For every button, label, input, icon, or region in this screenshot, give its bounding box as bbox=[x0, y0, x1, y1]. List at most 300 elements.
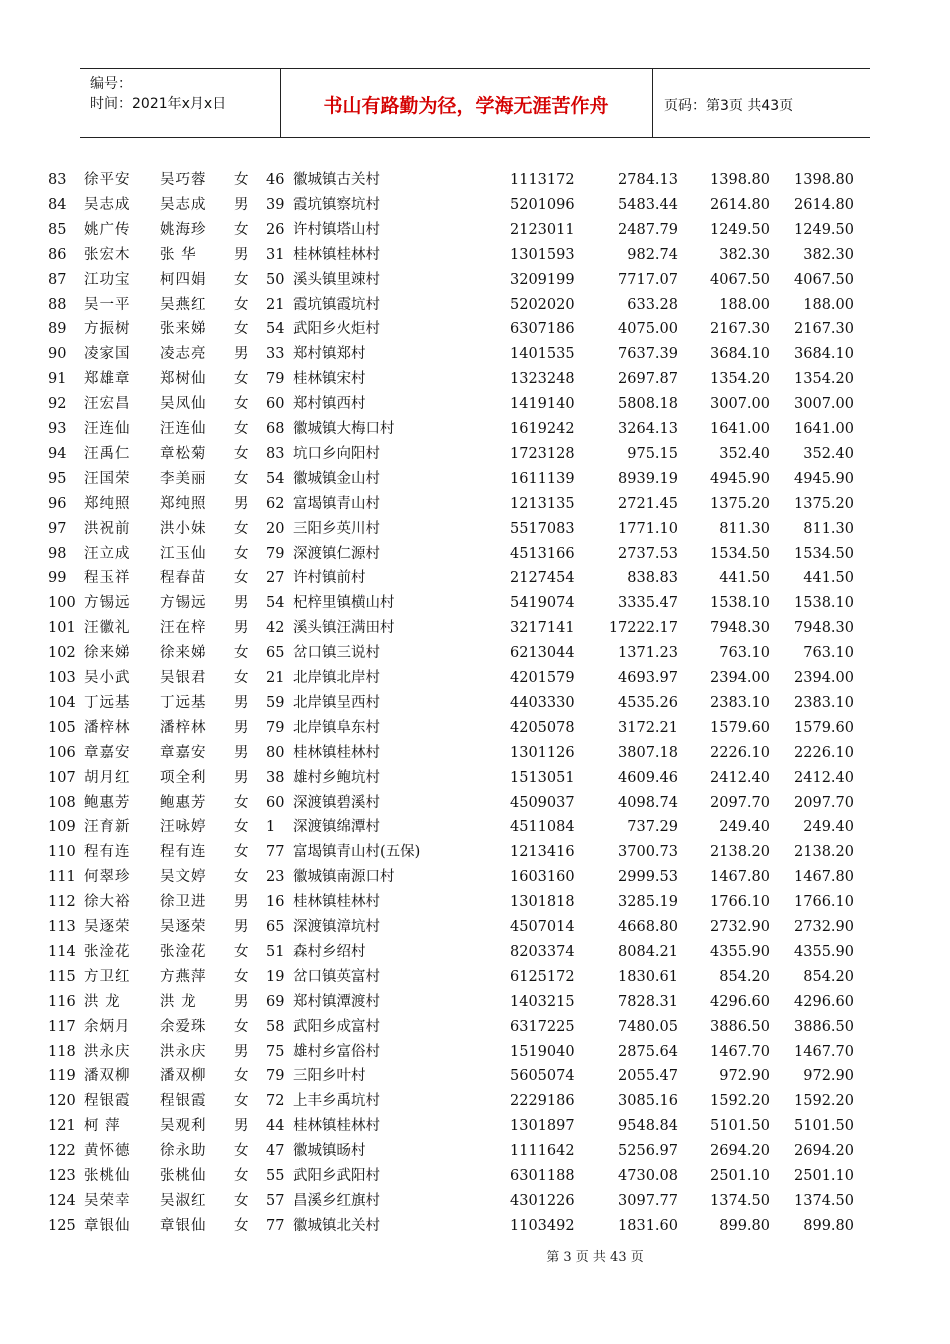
cell-age: 72 bbox=[266, 1093, 285, 1110]
cell-amount-2: 854.20 bbox=[719, 968, 770, 985]
cell-amount-3: 352.40 bbox=[803, 445, 854, 462]
cell-amount-1: 2487.79 bbox=[618, 221, 678, 238]
cell-agent-name: 鲍惠芳 bbox=[160, 794, 207, 811]
cell-amount-3: 2694.20 bbox=[794, 1143, 854, 1160]
cell-amount-3: 3684.10 bbox=[794, 346, 854, 363]
cell-sex: 女 bbox=[234, 545, 249, 562]
cell-amount-1: 982.74 bbox=[627, 246, 678, 263]
cell-amount-2: 1467.80 bbox=[710, 869, 770, 886]
cell-address: 雄村乡富俗村 bbox=[293, 1043, 380, 1060]
cell-sex: 男 bbox=[234, 1043, 249, 1060]
cell-amount-3: 7948.30 bbox=[794, 620, 854, 637]
cell-sex: 男 bbox=[234, 620, 249, 637]
cell-record-id: 1301818 bbox=[510, 894, 575, 911]
cell-amount-3: 2226.10 bbox=[794, 744, 854, 761]
cell-amount-1: 5483.44 bbox=[618, 196, 678, 213]
cell-age: 21 bbox=[266, 670, 285, 686]
cell-amount-3: 1766.10 bbox=[794, 894, 854, 911]
cell-sex: 男 bbox=[234, 495, 249, 512]
cell-amount-3: 854.20 bbox=[803, 968, 854, 985]
cell-household-name: 姚广传 bbox=[84, 221, 131, 238]
cell-record-id: 5201096 bbox=[510, 196, 575, 213]
cell-age: 39 bbox=[266, 196, 285, 213]
cell-amount-2: 7948.30 bbox=[710, 620, 770, 637]
cell-address: 武阳乡火炬村 bbox=[293, 321, 380, 338]
cell-age: 1 bbox=[266, 819, 276, 836]
cell-address: 武阳乡武阳村 bbox=[293, 1168, 380, 1184]
cell-amount-2: 2383.10 bbox=[710, 694, 770, 711]
cell-row-number: 117 bbox=[48, 1018, 76, 1035]
cell-amount-1: 17222.17 bbox=[608, 620, 678, 637]
cell-sex: 女 bbox=[234, 1192, 249, 1209]
cell-household-name: 何翠珍 bbox=[84, 869, 131, 886]
table-row bbox=[0, 268, 950, 292]
cell-household-name: 吴志成 bbox=[84, 196, 131, 213]
cell-age: 83 bbox=[266, 445, 285, 462]
cell-age: 77 bbox=[266, 1217, 285, 1234]
cell-amount-3: 4296.60 bbox=[794, 993, 854, 1010]
cell-record-id: 6317225 bbox=[510, 1018, 575, 1035]
cell-household-name: 黄怀德 bbox=[84, 1143, 131, 1160]
cell-amount-3: 1467.70 bbox=[794, 1043, 854, 1060]
cell-agent-name: 汪咏婷 bbox=[160, 819, 207, 836]
cell-amount-2: 763.10 bbox=[719, 645, 770, 662]
cell-agent-name: 张 华 bbox=[160, 246, 197, 263]
cell-agent-name: 吴观利 bbox=[160, 1118, 207, 1135]
cell-row-number: 98 bbox=[48, 545, 67, 562]
cell-record-id: 5605074 bbox=[510, 1068, 575, 1085]
cell-address: 霞坑镇霞坑村 bbox=[293, 296, 380, 313]
cell-sex: 女 bbox=[234, 943, 249, 960]
cell-address: 三阳乡英川村 bbox=[293, 520, 380, 537]
cell-amount-2: 5101.50 bbox=[710, 1118, 770, 1135]
cell-amount-1: 5256.97 bbox=[618, 1143, 678, 1160]
cell-address: 许村镇前村 bbox=[293, 570, 366, 587]
cell-amount-2: 1398.80 bbox=[710, 172, 770, 188]
cell-agent-name: 徐卫进 bbox=[160, 894, 207, 911]
cell-age: 65 bbox=[266, 919, 285, 935]
cell-amount-1: 8939.19 bbox=[618, 470, 678, 487]
cell-amount-3: 1467.80 bbox=[794, 869, 854, 886]
cell-household-name: 洪 龙 bbox=[84, 993, 121, 1010]
cell-sex: 男 bbox=[234, 595, 249, 612]
table-row bbox=[0, 616, 950, 640]
cell-amount-1: 2999.53 bbox=[618, 869, 678, 886]
cell-age: 55 bbox=[266, 1168, 285, 1184]
cell-row-number: 88 bbox=[48, 296, 67, 313]
table-row bbox=[0, 367, 950, 391]
cell-record-id: 1513051 bbox=[510, 769, 575, 786]
cell-record-id: 4511084 bbox=[510, 819, 575, 836]
cell-amount-2: 3007.00 bbox=[710, 396, 770, 413]
cell-agent-name: 吴文婷 bbox=[160, 869, 207, 886]
cell-amount-2: 4945.90 bbox=[710, 470, 770, 487]
cell-record-id: 1403215 bbox=[510, 993, 575, 1010]
table-row bbox=[0, 1015, 950, 1039]
cell-amount-3: 2138.20 bbox=[794, 844, 854, 861]
cell-household-name: 郑雄章 bbox=[84, 371, 131, 388]
cell-amount-3: 188.00 bbox=[803, 296, 854, 313]
cell-row-number: 125 bbox=[48, 1217, 76, 1234]
cell-household-name: 胡月红 bbox=[84, 769, 131, 786]
cell-row-number: 103 bbox=[48, 670, 76, 686]
cell-amount-2: 1374.50 bbox=[710, 1192, 770, 1209]
cell-age: 80 bbox=[266, 744, 285, 761]
cell-age: 79 bbox=[266, 371, 285, 388]
cell-sex: 男 bbox=[234, 719, 249, 736]
cell-record-id: 2123011 bbox=[510, 221, 575, 238]
cell-sex: 男 bbox=[234, 769, 249, 786]
cell-household-name: 丁远基 bbox=[84, 694, 131, 711]
cell-amount-3: 1592.20 bbox=[794, 1093, 854, 1110]
cell-record-id: 5517083 bbox=[510, 520, 575, 537]
cell-age: 69 bbox=[266, 993, 285, 1010]
cell-amount-2: 1538.10 bbox=[710, 595, 770, 612]
cell-amount-1: 2721.45 bbox=[618, 495, 678, 512]
cell-address: 北岸镇呈西村 bbox=[293, 694, 380, 711]
cell-sex: 女 bbox=[234, 520, 249, 537]
cell-household-name: 汪禹仁 bbox=[84, 445, 131, 462]
cell-amount-3: 899.80 bbox=[803, 1217, 854, 1234]
cell-household-name: 吴一平 bbox=[84, 296, 131, 313]
cell-address: 北岸镇北岸村 bbox=[293, 670, 380, 686]
table-row bbox=[0, 865, 950, 889]
cell-address: 武阳乡成富村 bbox=[293, 1018, 380, 1035]
cell-sex: 女 bbox=[234, 1093, 249, 1110]
cell-sex: 女 bbox=[234, 844, 249, 861]
cell-record-id: 5202020 bbox=[510, 296, 575, 313]
cell-age: 59 bbox=[266, 694, 285, 711]
cell-record-id: 1519040 bbox=[510, 1043, 575, 1060]
cell-row-number: 122 bbox=[48, 1143, 76, 1160]
cell-household-name: 徐来娣 bbox=[84, 645, 131, 662]
cell-address: 桂林镇桂林村 bbox=[293, 744, 380, 761]
cell-row-number: 99 bbox=[48, 570, 67, 587]
cell-sex: 女 bbox=[234, 1168, 249, 1184]
cell-amount-3: 811.30 bbox=[803, 520, 854, 537]
cell-amount-3: 249.40 bbox=[803, 819, 854, 836]
cell-household-name: 凌家国 bbox=[84, 346, 131, 363]
cell-row-number: 87 bbox=[48, 271, 67, 288]
table-row bbox=[0, 566, 950, 590]
cell-household-name: 汪连仙 bbox=[84, 421, 131, 437]
cell-record-id: 1103492 bbox=[510, 1217, 575, 1234]
cell-record-id: 1401535 bbox=[510, 346, 575, 363]
cell-sex: 女 bbox=[234, 221, 249, 238]
cell-amount-3: 5101.50 bbox=[794, 1118, 854, 1135]
cell-sex: 女 bbox=[234, 445, 249, 462]
cell-amount-1: 975.15 bbox=[627, 445, 678, 462]
cell-agent-name: 丁远基 bbox=[160, 694, 207, 711]
table-row bbox=[0, 342, 950, 366]
cell-sex: 女 bbox=[234, 819, 249, 836]
cell-household-name: 潘双柳 bbox=[84, 1068, 131, 1085]
cell-amount-1: 2737.53 bbox=[618, 545, 678, 562]
cell-address: 昌溪乡红旗村 bbox=[293, 1192, 380, 1209]
cell-sex: 女 bbox=[234, 1018, 249, 1035]
cell-amount-1: 633.28 bbox=[627, 296, 678, 313]
cell-address: 桂林镇桂林村 bbox=[293, 894, 380, 911]
cell-amount-1: 5808.18 bbox=[618, 396, 678, 413]
cell-record-id: 4513166 bbox=[510, 545, 575, 562]
cell-address: 森村乡绍村 bbox=[293, 943, 366, 960]
cell-amount-3: 1249.50 bbox=[794, 221, 854, 238]
header-page-cell bbox=[652, 69, 870, 137]
cell-agent-name: 方锡远 bbox=[160, 595, 207, 612]
cell-household-name: 汪育新 bbox=[84, 819, 131, 836]
cell-amount-2: 2138.20 bbox=[710, 844, 770, 861]
table-row bbox=[0, 791, 950, 815]
cell-sex: 男 bbox=[234, 919, 249, 935]
cell-household-name: 张淦花 bbox=[84, 943, 131, 960]
cell-amount-2: 4067.50 bbox=[710, 271, 770, 288]
cell-row-number: 121 bbox=[48, 1118, 76, 1135]
cell-agent-name: 章松菊 bbox=[160, 445, 207, 462]
cell-amount-1: 8084.21 bbox=[618, 943, 678, 960]
cell-address: 霞坑镇察坑村 bbox=[293, 196, 380, 213]
cell-row-number: 123 bbox=[48, 1168, 76, 1184]
cell-amount-1: 2055.47 bbox=[618, 1068, 678, 1085]
cell-agent-name: 程有连 bbox=[160, 844, 207, 861]
cell-amount-3: 2394.00 bbox=[794, 670, 854, 686]
table-row bbox=[0, 317, 950, 341]
cell-household-name: 张宏木 bbox=[84, 246, 131, 263]
cell-amount-1: 7717.07 bbox=[618, 271, 678, 288]
cell-record-id: 1611139 bbox=[510, 470, 575, 487]
cell-age: 77 bbox=[266, 844, 285, 861]
cell-address: 郑村镇西村 bbox=[293, 396, 366, 413]
table-row bbox=[0, 840, 950, 864]
cell-agent-name: 郑纯照 bbox=[160, 495, 207, 512]
cell-address: 杞梓里镇横山村 bbox=[293, 595, 395, 612]
cell-amount-1: 3335.47 bbox=[618, 595, 678, 612]
cell-address: 徽城镇大梅口村 bbox=[293, 421, 395, 437]
cell-age: 44 bbox=[266, 1118, 285, 1135]
cell-age: 65 bbox=[266, 645, 285, 662]
cell-address: 北岸镇阜东村 bbox=[293, 719, 380, 736]
cell-row-number: 110 bbox=[48, 844, 76, 861]
cell-row-number: 105 bbox=[48, 719, 76, 736]
cell-sex: 女 bbox=[234, 172, 249, 188]
cell-amount-2: 2167.30 bbox=[710, 321, 770, 338]
cell-agent-name: 洪 龙 bbox=[160, 993, 197, 1010]
cell-amount-3: 1375.20 bbox=[794, 495, 854, 512]
cell-household-name: 鲍惠芳 bbox=[84, 794, 131, 811]
cell-agent-name: 汪连仙 bbox=[160, 421, 207, 437]
cell-sex: 男 bbox=[234, 346, 249, 363]
cell-age: 54 bbox=[266, 321, 285, 338]
cell-address: 雄村乡鲍坑村 bbox=[293, 769, 380, 786]
cell-age: 16 bbox=[266, 894, 285, 911]
cell-amount-2: 972.90 bbox=[719, 1068, 770, 1085]
cell-age: 47 bbox=[266, 1143, 285, 1160]
cell-amount-1: 838.83 bbox=[627, 570, 678, 587]
cell-amount-3: 1579.60 bbox=[794, 719, 854, 736]
cell-agent-name: 章嘉安 bbox=[160, 744, 207, 761]
cell-amount-1: 3085.16 bbox=[618, 1093, 678, 1110]
cell-amount-1: 7480.05 bbox=[618, 1018, 678, 1035]
cell-amount-3: 1374.50 bbox=[794, 1192, 854, 1209]
cell-record-id: 2127454 bbox=[510, 570, 575, 587]
cell-row-number: 112 bbox=[48, 894, 76, 911]
cell-row-number: 108 bbox=[48, 794, 76, 811]
table-row bbox=[0, 492, 950, 516]
cell-row-number: 118 bbox=[48, 1043, 76, 1060]
cell-age: 38 bbox=[266, 769, 285, 786]
cell-age: 79 bbox=[266, 719, 285, 736]
cell-amount-2: 4296.60 bbox=[710, 993, 770, 1010]
cell-amount-1: 2875.64 bbox=[618, 1043, 678, 1060]
cell-amount-2: 811.30 bbox=[719, 520, 770, 537]
cell-agent-name: 姚海珍 bbox=[160, 221, 207, 238]
cell-age: 51 bbox=[266, 943, 285, 960]
cell-age: 42 bbox=[266, 620, 285, 637]
cell-amount-1: 4098.74 bbox=[618, 794, 678, 811]
cell-record-id: 5419074 bbox=[510, 595, 575, 612]
document-number-label: 编号： bbox=[90, 76, 132, 92]
cell-amount-3: 382.30 bbox=[803, 246, 854, 263]
cell-age: 23 bbox=[266, 869, 285, 886]
cell-row-number: 94 bbox=[48, 445, 67, 462]
cell-address: 深渡镇碧溪村 bbox=[293, 794, 380, 811]
cell-age: 60 bbox=[266, 794, 285, 811]
cell-sex: 女 bbox=[234, 470, 249, 487]
cell-age: 27 bbox=[266, 570, 285, 587]
cell-row-number: 113 bbox=[48, 919, 76, 935]
cell-agent-name: 吴凤仙 bbox=[160, 396, 207, 413]
cell-sex: 女 bbox=[234, 570, 249, 587]
cell-amount-2: 1641.00 bbox=[710, 421, 770, 437]
header-motto: 书山有路勤为径，学海无涯苦作舟 bbox=[323, 95, 609, 117]
table-row bbox=[0, 1064, 950, 1088]
cell-agent-name: 程春苗 bbox=[160, 570, 207, 587]
cell-age: 46 bbox=[266, 172, 285, 188]
cell-age: 21 bbox=[266, 296, 285, 313]
cell-household-name: 张桃仙 bbox=[84, 1168, 131, 1184]
cell-row-number: 120 bbox=[48, 1093, 76, 1110]
table-row bbox=[0, 990, 950, 1014]
table-row bbox=[0, 641, 950, 665]
table-row bbox=[0, 666, 950, 690]
table-row bbox=[0, 940, 950, 964]
cell-address: 深渡镇绵潭村 bbox=[293, 819, 380, 836]
cell-agent-name: 方燕萍 bbox=[160, 968, 207, 985]
cell-address: 上丰乡禹坑村 bbox=[293, 1093, 380, 1110]
cell-age: 57 bbox=[266, 1192, 285, 1209]
cell-household-name: 汪徽礼 bbox=[84, 620, 131, 637]
cell-amount-2: 2694.20 bbox=[710, 1143, 770, 1160]
cell-amount-2: 1467.70 bbox=[710, 1043, 770, 1060]
document-time-label: 时间：2021年x月x日 bbox=[90, 96, 227, 112]
cell-agent-name: 洪小妹 bbox=[160, 520, 207, 537]
cell-amount-3: 2501.10 bbox=[794, 1168, 854, 1184]
cell-row-number: 86 bbox=[48, 246, 67, 263]
table-row bbox=[0, 915, 950, 939]
table-row bbox=[0, 965, 950, 989]
cell-amount-2: 899.80 bbox=[719, 1217, 770, 1234]
cell-age: 19 bbox=[266, 968, 285, 985]
cell-agent-name: 吴燕红 bbox=[160, 296, 207, 313]
cell-agent-name: 徐来娣 bbox=[160, 645, 207, 662]
cell-row-number: 90 bbox=[48, 346, 67, 363]
cell-amount-3: 441.50 bbox=[803, 570, 854, 587]
cell-agent-name: 江玉仙 bbox=[160, 545, 207, 562]
cell-record-id: 1301593 bbox=[510, 246, 575, 263]
cell-record-id: 4205078 bbox=[510, 719, 575, 736]
cell-amount-3: 2732.90 bbox=[794, 919, 854, 935]
cell-sex: 男 bbox=[234, 993, 249, 1010]
cell-record-id: 1301126 bbox=[510, 744, 575, 761]
cell-amount-3: 3007.00 bbox=[794, 396, 854, 413]
cell-record-id: 3217141 bbox=[510, 620, 575, 637]
table-row bbox=[0, 1139, 950, 1163]
cell-record-id: 1213416 bbox=[510, 844, 575, 861]
cell-record-id: 1113172 bbox=[510, 172, 575, 188]
cell-amount-2: 441.50 bbox=[719, 570, 770, 587]
table-row bbox=[0, 1114, 950, 1138]
cell-household-name: 徐大裕 bbox=[84, 894, 131, 911]
cell-age: 79 bbox=[266, 545, 285, 562]
cell-address: 岔口镇三说村 bbox=[293, 645, 380, 662]
cell-amount-3: 2614.80 bbox=[794, 196, 854, 213]
cell-amount-2: 188.00 bbox=[719, 296, 770, 313]
cell-address: 深渡镇漳坑村 bbox=[293, 919, 380, 935]
cell-age: 75 bbox=[266, 1043, 285, 1060]
cell-record-id: 1111642 bbox=[510, 1143, 575, 1160]
cell-household-name: 吴小武 bbox=[84, 670, 131, 686]
cell-address: 郑村镇潭渡村 bbox=[293, 993, 380, 1010]
cell-agent-name: 吴银君 bbox=[160, 670, 207, 686]
cell-amount-2: 1354.20 bbox=[710, 371, 770, 388]
cell-agent-name: 章银仙 bbox=[160, 1217, 207, 1234]
cell-amount-3: 972.90 bbox=[803, 1068, 854, 1085]
cell-address: 溪头镇里竦村 bbox=[293, 271, 380, 288]
cell-sex: 女 bbox=[234, 321, 249, 338]
cell-amount-2: 2097.70 bbox=[710, 794, 770, 811]
cell-amount-1: 3807.18 bbox=[618, 744, 678, 761]
cell-row-number: 111 bbox=[48, 869, 76, 886]
cell-age: 62 bbox=[266, 495, 285, 512]
header-meta-cell bbox=[80, 69, 281, 137]
table-row bbox=[0, 442, 950, 466]
cell-address: 富堨镇青山村 bbox=[293, 495, 380, 512]
cell-agent-name: 项全利 bbox=[160, 769, 207, 786]
cell-amount-1: 1371.23 bbox=[618, 645, 678, 662]
cell-age: 31 bbox=[266, 246, 285, 263]
cell-amount-2: 1375.20 bbox=[710, 495, 770, 512]
cell-amount-2: 249.40 bbox=[719, 819, 770, 836]
cell-amount-3: 2167.30 bbox=[794, 321, 854, 338]
table-row bbox=[0, 293, 950, 317]
page-footer: 第 3 页 共 43 页 bbox=[546, 1250, 644, 1265]
cell-row-number: 106 bbox=[48, 744, 76, 761]
cell-sex: 女 bbox=[234, 396, 249, 413]
cell-row-number: 102 bbox=[48, 645, 76, 662]
cell-agent-name: 郑树仙 bbox=[160, 371, 207, 388]
cell-household-name: 方锡远 bbox=[84, 595, 131, 612]
table-row bbox=[0, 741, 950, 765]
cell-sex: 男 bbox=[234, 694, 249, 711]
table-row bbox=[0, 218, 950, 242]
cell-amount-1: 2697.87 bbox=[618, 371, 678, 388]
cell-sex: 女 bbox=[234, 670, 249, 686]
cell-amount-2: 4355.90 bbox=[710, 943, 770, 960]
cell-amount-1: 3285.19 bbox=[618, 894, 678, 911]
cell-record-id: 1419140 bbox=[510, 396, 575, 413]
cell-row-number: 109 bbox=[48, 819, 76, 836]
cell-address: 桂林镇宋村 bbox=[293, 371, 366, 388]
cell-row-number: 89 bbox=[48, 321, 67, 338]
